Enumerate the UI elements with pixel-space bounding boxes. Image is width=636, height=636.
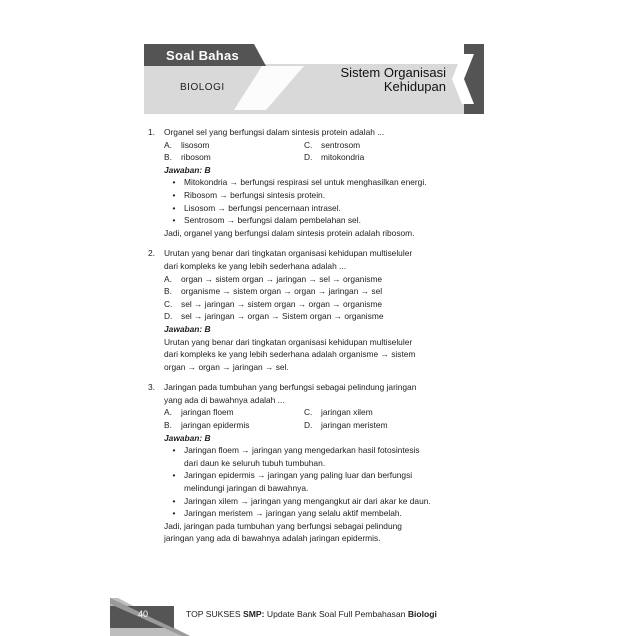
bullet-text-line: Jaringan meristem → jaringan yang selalu aktif membelah. (184, 508, 402, 519)
bullet-text-line: Jaringan xilem → jaringan yang mengangkut air dari akar ke daun. (184, 495, 431, 506)
bullet-icon: • (172, 508, 176, 519)
option-letter: B. (164, 420, 172, 431)
option-text: organ → sistem organ → jaringan → sel → organisme (181, 273, 383, 284)
option-text: lisosom (181, 139, 210, 150)
answer-option (164, 298, 488, 311)
bullet-text-line: dari daun ke seluruh tubuh tumbuhan. (184, 457, 326, 468)
option-letter: C. (304, 407, 313, 418)
answer-option (164, 310, 488, 323)
explanation-bullet (164, 444, 488, 469)
bullet-icon: • (172, 495, 176, 506)
answer-options (164, 273, 488, 323)
conclusion-line: Jadi, jaringan pada tumbuhan yang berfungsi sebagai pelindung (164, 520, 402, 531)
option-letter: C. (304, 139, 313, 150)
bullet-text (184, 469, 412, 494)
footer-bold-text: Biologi (407, 609, 437, 619)
answer-option (164, 419, 304, 432)
option-letter: B. (164, 152, 172, 163)
question-stem-line: dari kompleks ke yang lebih sederhana adalah ... (164, 260, 347, 271)
explanation-bullet (164, 507, 488, 520)
bullet-text (184, 189, 325, 202)
explanation-bullet (164, 495, 488, 508)
chapter-title-line: Sistem Organisasi (340, 65, 446, 80)
question-item (148, 247, 488, 373)
explanation-bullet (164, 189, 488, 202)
option-text: jaringan meristem (321, 420, 388, 431)
answer-option (164, 273, 488, 286)
answer-key: Jawaban: B (164, 164, 211, 175)
bullet-text-line: Sentrosom → berfungsi dalam pembelahan sel. (184, 215, 361, 226)
bullet-text-line: Jaringan epidermis → jaringan yang paling luar dan berfungsi (184, 470, 413, 481)
bullet-icon: • (172, 177, 176, 188)
answer-option (304, 151, 488, 164)
footer-title (186, 609, 437, 619)
answer-key: Jawaban: B (164, 432, 211, 443)
bullet-text-line: Jaringan floem → jaringan yang mengedarkan hasil fotosintesis (184, 445, 420, 456)
bullet-icon: • (172, 215, 176, 226)
option-text: jaringan xilem (321, 407, 373, 418)
option-text: organisme → sistem organ → organ → jaringan → sel (181, 286, 383, 297)
conclusion-line: Urutan yang benar dari tingkatan organisasi kehidupan multiseluler (164, 336, 413, 347)
answer-key: Jawaban: B (164, 323, 211, 334)
explanation-bullet (164, 176, 488, 189)
option-text: sel → jaringan → sistem organ → organ → organisme (181, 298, 383, 309)
question-stem-line: Urutan yang benar dari tingkatan organisasi kehidupan multiseluler (164, 248, 413, 259)
bullet-text (184, 495, 431, 508)
bullet-text (184, 202, 341, 215)
option-text: jaringan floem (181, 407, 234, 418)
bullet-text (184, 444, 420, 469)
section-badge: Soal Bahas (166, 48, 240, 63)
page-header (144, 44, 484, 114)
bullet-text-line: Lisosom → berfungsi pencernaan intrasel. (184, 202, 341, 213)
answer-option (164, 139, 304, 152)
question-item (148, 381, 488, 545)
bullet-text-line: melindungi jaringan di bawahnya. (184, 483, 309, 494)
bullet-icon: • (172, 470, 176, 481)
question-list (148, 126, 488, 545)
answer-option (164, 151, 304, 164)
option-letter: A. (164, 407, 172, 418)
question-number: 2. (148, 248, 155, 259)
option-text: mitokondria (321, 152, 365, 163)
option-letter: D. (164, 311, 173, 322)
answer-option (164, 285, 488, 298)
option-letter: D. (304, 152, 313, 163)
bullet-text (184, 507, 402, 520)
footer-text: Update Bank Soal Full Pembahasan (264, 609, 408, 619)
conclusion-line: dari kompleks ke yang lebih sederhana adalah organisme → sistem (164, 349, 416, 360)
page-footer (0, 598, 636, 636)
conclusion-line: jaringan yang ada di bawahnya adalah jaringan epidermis. (164, 533, 381, 544)
answer-option (304, 406, 488, 419)
bullet-text-line: Ribosom → berfungsi sintesis protein. (184, 189, 326, 200)
chapter-title (341, 66, 446, 94)
bullet-icon: • (172, 202, 176, 213)
option-text: sentrosom (321, 139, 361, 150)
bullet-icon: • (172, 189, 176, 200)
option-text: ribosom (181, 152, 211, 163)
option-letter: C. (164, 298, 173, 309)
conclusion-line: organ → organ → jaringan → sel. (164, 361, 289, 372)
answer-option (304, 419, 488, 432)
bullet-text-line: Mitokondria → berfungsi respirasi sel untuk menghasilkan energi. (184, 177, 427, 188)
option-text: sel → jaringan → organ → Sistem organ → organisme (181, 311, 384, 322)
chapter-title-line: Kehidupan (383, 79, 446, 94)
explanation-bullet (164, 214, 488, 227)
question-number: 1. (148, 127, 155, 137)
option-letter: B. (164, 286, 172, 297)
answer-options (164, 139, 488, 164)
answer-options (164, 406, 488, 431)
footer-text: TOP SUKSES (186, 609, 243, 619)
explanation-bullet (164, 202, 488, 215)
question-item (148, 126, 488, 239)
bullet-text (184, 214, 361, 227)
option-text: jaringan epidermis (181, 420, 250, 431)
option-letter: A. (164, 139, 172, 150)
question-number: 3. (148, 382, 155, 393)
bullet-text (184, 176, 427, 189)
bullet-icon: • (172, 445, 176, 456)
option-letter: D. (304, 420, 313, 431)
footer-bold-text: SMP: (243, 609, 265, 619)
question-stem-line: Organel sel yang berfungsi dalam sintesis protein adalah ... (164, 127, 385, 137)
subject-label: BIOLOGI (180, 82, 225, 93)
explanation-bullet (164, 469, 488, 494)
option-letter: A. (164, 273, 172, 284)
answer-option (164, 406, 304, 419)
question-stem-line: yang ada di bawahnya adalah ... (164, 394, 285, 405)
answer-option (304, 139, 488, 152)
question-stem-line: Jaringan pada tumbuhan yang berfungsi sebagai pelindung jaringan (164, 382, 417, 393)
conclusion-line: Jadi, organel yang berfungsi dalam sintesis protein adalah ribosom. (164, 227, 415, 238)
page-number: 40 (138, 609, 149, 619)
